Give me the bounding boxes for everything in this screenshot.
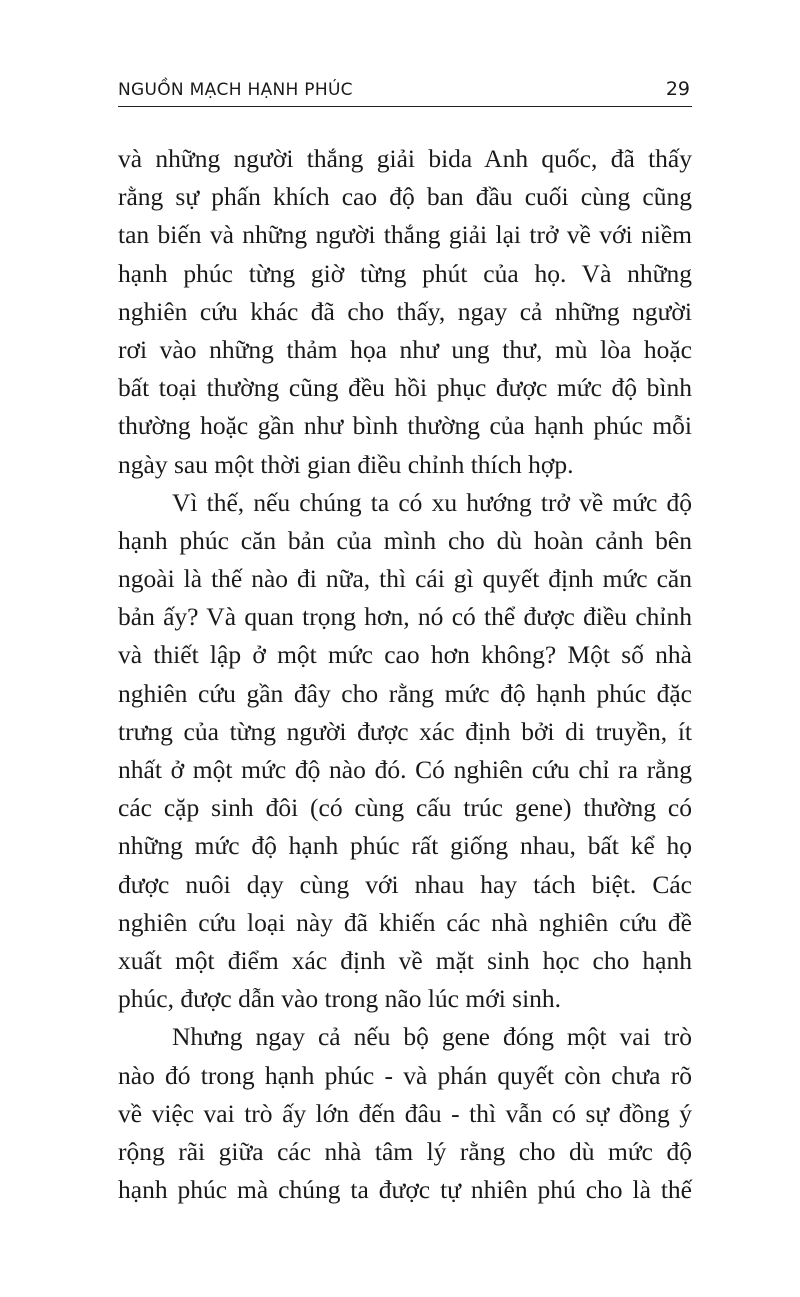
text-line: nghiên cứu gần đây cho rằng mức độ hạnh phúc đặc [118, 678, 692, 708]
text-line: nghiên cứu loại này đã khiến các nhà nghiên cứu đề [118, 907, 692, 937]
text-line: bản ấy? Và quan trọng hơn, nó có thể được điều chỉnh [118, 602, 692, 632]
text-line: bất toại thường cũng đều hồi phục được mức độ bình [118, 373, 692, 403]
text-line: trưng của từng người được xác định bởi di truyền, ít [118, 716, 692, 746]
body-text [118, 140, 692, 1209]
paragraph-1 [118, 140, 692, 484]
text-line: thường hoặc gần như bình thường của hạnh phúc mỗi [118, 411, 692, 441]
text-line: xuất một điểm xác định về mặt sinh học cho hạnh [118, 945, 692, 975]
text-line: về việc vai trò ấy lớn đến đâu - thì vẫn có sự đồng ý [118, 1098, 692, 1128]
text-line: nghiên cứu khác đã cho thấy, ngay cả những người [118, 296, 692, 326]
paragraph-3 [118, 1018, 692, 1209]
text-line: được nuôi dạy cùng với nhau hay tách biệt. Các [118, 869, 692, 899]
text-line: và thiết lập ở một mức cao hơn không? Một số nhà [118, 640, 692, 670]
text-line: ngày sau một thời gian điều chỉnh thích hợp. [118, 449, 574, 479]
text-line: nào đó trong hạnh phúc - và phán quyết còn chưa rõ [118, 1060, 692, 1090]
text-line: nhất ở một mức độ nào đó. Có nghiên cứu chỉ ra rằng [118, 755, 692, 784]
text-line: hạnh phúc từng giờ từng phút của họ. Và những [118, 258, 692, 288]
text-line: rộng rãi giữa các nhà tâm lý rằng cho dù mức độ [118, 1136, 692, 1166]
page-header [118, 78, 692, 107]
text-line: Nhưng ngay cả nếu bộ gene đóng một vai trò [172, 1022, 692, 1052]
text-line: và những người thắng giải bida Anh quốc, đã thấy [118, 144, 692, 173]
text-line: rằng sự phấn khích cao độ ban đầu cuối cùng cũng [118, 182, 692, 212]
text-line: hạnh phúc mà chúng ta được tự nhiên phú cho là thế [118, 1175, 692, 1205]
text-line: rơi vào những thảm họa như ung thư, mù lòa hoặc [118, 334, 692, 364]
text-line: ngoài là thế nào đi nữa, thì cái gì quyết định mức căn [118, 564, 692, 594]
text-line: những mức độ hạnh phúc rất giống nhau, bất kể họ [118, 831, 692, 861]
text-line: phúc, được dẫn vào trong não lúc mới sinh. [118, 984, 562, 1014]
running-title: NGUỒN MẠCH HẠNH PHÚC [118, 80, 353, 100]
text-line: hạnh phúc căn bản của mình cho dù hoàn cảnh bên [118, 525, 692, 555]
text-line: các cặp sinh đôi (có cùng cấu trúc gene) thường có [118, 793, 692, 823]
text-line: tan biến và những người thắng giải lại trở về với niềm [118, 220, 692, 250]
page-number: 29 [665, 78, 690, 100]
text-line: Vì thế, nếu chúng ta có xu hướng trở về mức độ [172, 487, 692, 517]
paragraph-2 [118, 484, 692, 1019]
